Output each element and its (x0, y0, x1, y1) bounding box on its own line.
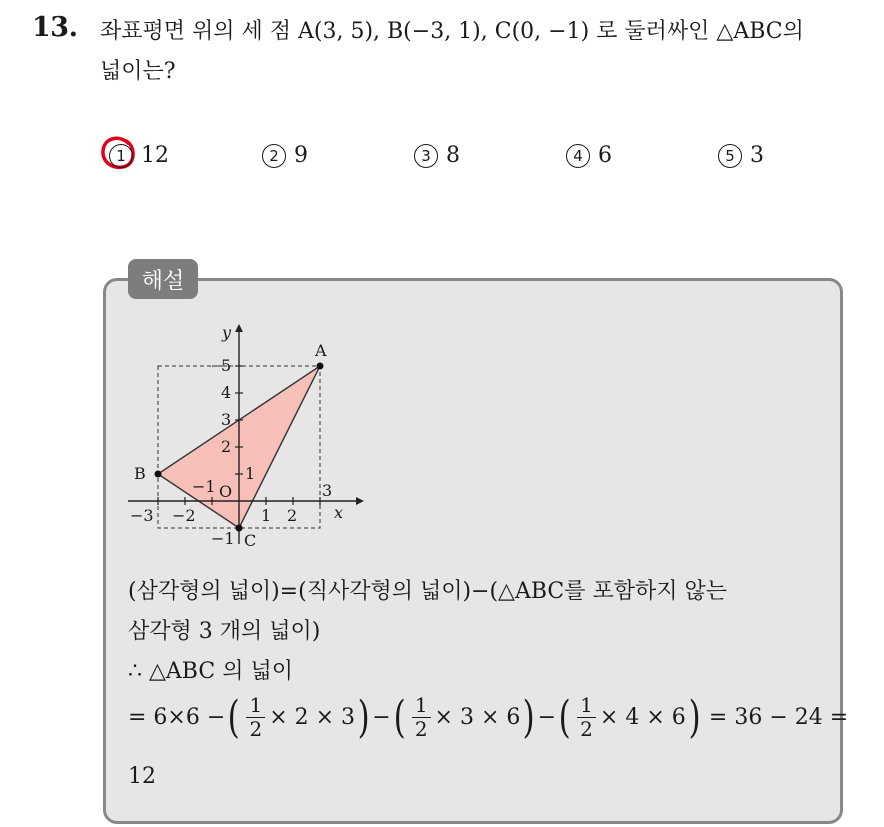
choice-value: 3 (750, 143, 764, 168)
choice-2[interactable] (262, 143, 308, 168)
explanation-tag: 해설 (128, 259, 198, 299)
y-tick-label: 2 (221, 437, 232, 456)
equation-start: = 6×6 − (128, 705, 226, 730)
fraction (246, 694, 265, 741)
fraction-denominator: 2 (580, 717, 593, 741)
minus-sign: − (537, 705, 556, 730)
right-paren: ) (688, 691, 701, 743)
x-tick-label: −2 (172, 506, 196, 525)
y-tick-label: −1 (211, 529, 235, 548)
solution-line1: (삼각형의 넓이)=(직사각형의 넓이)−(△ABC를 포함하지 않는 (128, 579, 728, 604)
question-text-line2: 넓이는? (100, 59, 176, 84)
choice-marker: 4 (566, 144, 590, 168)
point-a (317, 363, 324, 370)
x-tick-label: −3 (130, 506, 154, 525)
point-b-label: B (134, 464, 146, 483)
choice-3[interactable] (414, 143, 460, 168)
choice-marker: 3 (414, 144, 438, 168)
origin-label: O (219, 482, 233, 501)
question-text-line1: 좌표평면 위의 세 점 A(3, 5), B(−3, 1), C(0, −1) 로 둘러싸인 △ABC의 (100, 19, 804, 44)
choice-value: 8 (446, 143, 460, 168)
y-tick-label: 3 (221, 410, 232, 429)
choice-4[interactable] (566, 143, 612, 168)
fraction (412, 694, 431, 741)
y-tick-label: 5 (221, 356, 232, 375)
right-paren: ) (522, 691, 535, 743)
choice-marker: 1 (109, 144, 133, 168)
fraction-numerator: 1 (246, 694, 265, 718)
fraction-denominator: 2 (414, 717, 428, 741)
axis-label-y: y (222, 323, 232, 342)
point-b (155, 471, 162, 478)
question-number: 13. (32, 12, 78, 43)
choice-value: 9 (294, 143, 308, 168)
point-c-label: C (244, 531, 257, 550)
left-paren: ( (393, 691, 406, 743)
axis-label-x: x (334, 503, 344, 522)
x-tick-label: 3 (322, 481, 333, 500)
coordinate-graph (120, 318, 370, 554)
x-tick-label: 2 (287, 506, 298, 525)
choice-marker: 2 (262, 144, 286, 168)
y-axis-arrow (235, 324, 243, 332)
solution-line2: 삼각형 3 개의 넓이) (128, 619, 321, 644)
term-rest: × 4 × 6 (599, 705, 686, 730)
fraction-denominator: 2 (249, 717, 263, 741)
y-tick-label: 1 (245, 464, 256, 483)
y-tick-label: 4 (221, 383, 232, 402)
equation-end: = 36 − 24 = (708, 705, 849, 730)
choice-marker: 5 (718, 144, 742, 168)
x-tick-label: −1 (192, 477, 216, 496)
x-tick-label: 1 (261, 506, 272, 525)
choice-5[interactable] (718, 143, 764, 168)
fraction-numerator: 1 (577, 694, 596, 718)
x-axis-arrow (356, 497, 364, 505)
left-paren: ( (558, 691, 571, 743)
right-paren: ) (357, 691, 370, 743)
choice-value: 6 (598, 143, 612, 168)
term-rest: × 2 × 3 (269, 705, 356, 730)
point-c (236, 525, 243, 532)
point-a-label: A (315, 341, 327, 360)
term-rest: × 3 × 6 (434, 705, 521, 730)
choice-1[interactable] (109, 143, 169, 168)
solution-line3: ∴ △ABC 의 넓이 (128, 659, 293, 684)
fraction (577, 694, 596, 741)
minus-sign: − (372, 705, 391, 730)
choice-value: 12 (141, 143, 169, 168)
solution-equation (128, 691, 849, 743)
fraction-numerator: 1 (412, 694, 431, 718)
solution-result: 12 (128, 764, 156, 789)
left-paren: ( (227, 691, 240, 743)
